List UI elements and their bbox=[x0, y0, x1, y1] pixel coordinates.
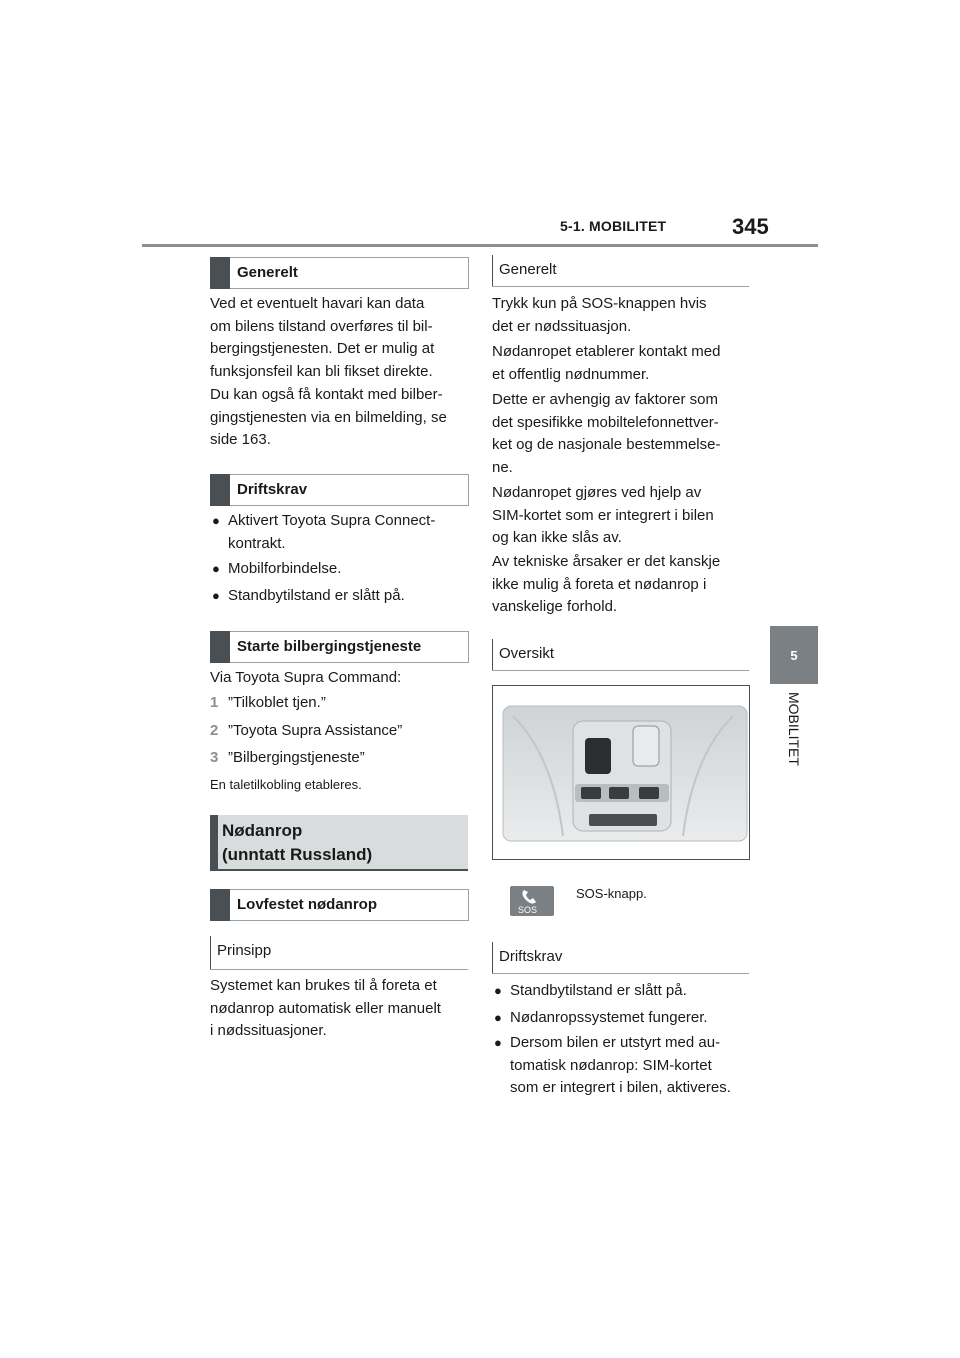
subheading-prinsipp: Prinsipp bbox=[210, 936, 468, 964]
heading-starte bbox=[210, 631, 469, 663]
header-divider bbox=[142, 244, 818, 247]
subheading-driftskrav: Driftskrav bbox=[492, 942, 749, 968]
list-item: ● Aktivert Toyota Supra Connect- kontrakt. bbox=[212, 512, 436, 552]
heading-driftskrav-text: Driftskrav bbox=[237, 481, 308, 498]
paragraph-factors: Dette er avhengig av faktorer som det spesifikke mobiltelefonnettver- ket og de nasjonale bestemmelse- ne. bbox=[492, 391, 721, 476]
heading-nodanrop: Nødanrop (unntatt Russland) bbox=[210, 815, 468, 871]
paragraph-emergency-contact: Nødanropet etablerer kontakt med et offentlig nødnummer. bbox=[492, 343, 721, 383]
heading-lovfestet-text: Lovfestet nødanrop bbox=[237, 896, 378, 913]
heading-generelt bbox=[210, 257, 469, 289]
overhead-console-svg bbox=[493, 686, 749, 859]
subheading-oversikt: Oversikt bbox=[492, 639, 749, 665]
heading-driftskrav bbox=[210, 474, 469, 506]
heading-generelt-text: Generelt bbox=[237, 264, 298, 281]
sos-button-shape bbox=[585, 738, 611, 774]
paragraph-prinsipp: Systemet kan brukes til å foreta et nødanrop automatisk eller manuelt i nødssituasjoner. bbox=[210, 977, 441, 1039]
paragraph-contact: Du kan også få kontakt med bilber- gingstjenesten via en bilmelding, se side 163. bbox=[210, 386, 447, 448]
paragraph-via: Via Toyota Supra Command: bbox=[210, 669, 402, 686]
note-text: En taletilkobling etableres. bbox=[210, 777, 362, 792]
step-1: 1 ”Tilkoblet tjen.” bbox=[210, 694, 326, 711]
list-item: ● Nødanropssystemet fungerer. bbox=[494, 1009, 708, 1026]
sos-icon bbox=[510, 886, 554, 916]
overhead-console-illustration bbox=[492, 685, 750, 860]
paragraph-sos-usage: Trykk kun på SOS-knappen hvis det er nødssituasjon. bbox=[492, 295, 707, 335]
chapter-label-text: MOBILITET bbox=[786, 692, 802, 766]
list-item: ● Standbytilstand er slått på. bbox=[494, 982, 687, 999]
list-item: ● Dersom bilen er utstyrt med au- tomatisk nødanrop: SIM-kortet som er integrert i bilen, aktiveres. bbox=[494, 1034, 731, 1096]
paragraph-intro: Ved et eventuelt havari kan data om bilens tilstand overføres til bil- bergingstjenesten. Det er mulig at funksjonsfeil kan bli fikset direkte. bbox=[210, 295, 435, 380]
section-title: 5-1. MOBILITET bbox=[560, 218, 667, 234]
step-3: 3 ”Bilbergingstjeneste” bbox=[210, 749, 365, 766]
svg-text:SOS: SOS bbox=[518, 905, 538, 915]
heading-lovfestet bbox=[210, 889, 469, 921]
chapter-tab: 5 bbox=[770, 626, 818, 684]
sos-caption: SOS-knapp. bbox=[576, 886, 647, 901]
paragraph-sim: Nødanropet gjøres ved hjelp av SIM-kortet som er integrert i bilen og kan ikke slås av. bbox=[492, 484, 714, 546]
chapter-label bbox=[770, 692, 818, 802]
subheading-generelt: Generelt bbox=[492, 255, 749, 281]
list-item: ● Mobilforbindelse. bbox=[212, 560, 342, 577]
page-number: 345 bbox=[732, 214, 769, 239]
heading-starte-text: Starte bilbergingstjeneste bbox=[237, 638, 422, 655]
list-item: ● Standbytilstand er slått på. bbox=[212, 587, 405, 604]
step-2: 2 ”Toyota Supra Assistance” bbox=[210, 722, 403, 739]
paragraph-technical: Av tekniske årsaker er det kanskje ikke mulig å foreta et nødanrop i vanskelige forhold. bbox=[492, 553, 721, 615]
